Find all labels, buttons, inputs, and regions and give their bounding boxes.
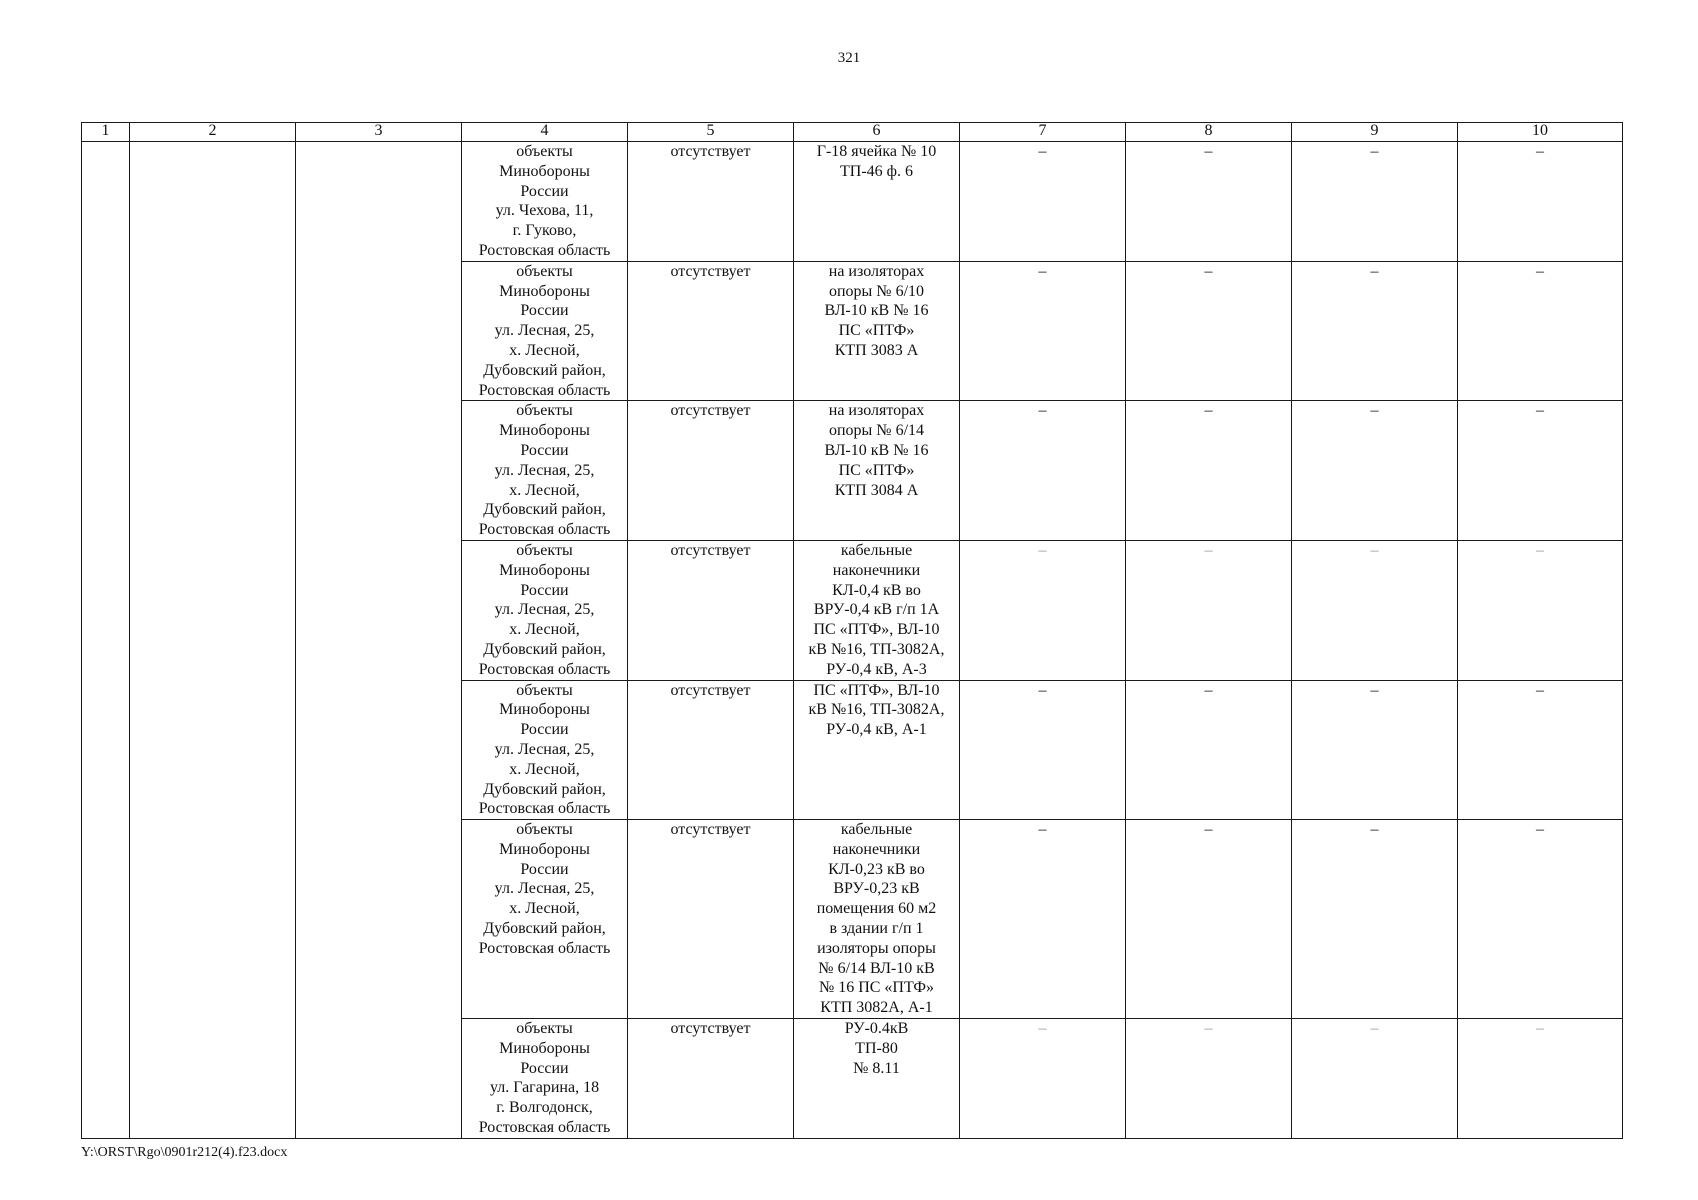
dash-text: – xyxy=(1204,541,1213,559)
dash-text: – xyxy=(1370,1020,1379,1038)
column-header-1: 1 xyxy=(82,123,130,142)
table-cell-col1 xyxy=(82,142,130,262)
table-row xyxy=(82,401,1623,541)
object-text: объекты Минобороны России ул. Гагарина, 18 г. Волгодонск, Ростовская область xyxy=(478,1020,611,1137)
table-cell-col9 xyxy=(1292,261,1458,401)
table-cell-col3 xyxy=(296,680,462,820)
table-cell-col3 xyxy=(296,1019,462,1139)
dash-text: – xyxy=(1536,821,1544,839)
table-cell-col1 xyxy=(82,1019,130,1139)
table-row xyxy=(82,680,1623,820)
dash-text: – xyxy=(1536,402,1544,420)
table-row xyxy=(82,1019,1623,1139)
column-header-4: 4 xyxy=(462,123,628,142)
dash-text: – xyxy=(1370,402,1379,420)
table-cell-col9 xyxy=(1292,820,1458,1019)
object-text: объекты Минобороны России ул. Лесная, 25, х. Лесной, Дубовский район, Ростовская область xyxy=(478,402,611,539)
status-text: отсутствует xyxy=(670,402,751,420)
table-cell-col7 xyxy=(960,1019,1126,1139)
dash-text: – xyxy=(1370,681,1379,699)
table-cell-col8 xyxy=(1126,680,1292,820)
object-text: объекты Минобороны России ул. Лесная, 25, х. Лесной, Дубовский район, Ростовская область xyxy=(478,681,611,818)
location-text: кабельные наконечники КЛ-0,23 кВ во ВРУ-0,23 кВ помещения 60 м2 в здании г/п 1 изоляторы опоры № 6/14 ВЛ-10 кВ № 16 ПС «ПТФ» КТП 3082А, А-1 xyxy=(816,821,937,1017)
status-text: отсутствует xyxy=(670,681,751,699)
table-cell-col8 xyxy=(1126,1019,1292,1139)
table-cell-col10 xyxy=(1458,401,1623,541)
dash-text: – xyxy=(1370,821,1379,839)
table-cell-status xyxy=(628,680,794,820)
table-cell-location xyxy=(794,401,960,541)
table-cell-col9 xyxy=(1292,680,1458,820)
table-cell-col10 xyxy=(1458,540,1623,680)
location-text: Г-18 ячейка № 10 ТП-46 ф. 6 xyxy=(816,143,937,180)
table-cell-status xyxy=(628,261,794,401)
table-cell-location xyxy=(794,142,960,262)
location-text: ПС «ПТФ», ВЛ-10 кВ №16, ТП-3082А, РУ-0,4 кВ, А-1 xyxy=(808,681,945,739)
table-row xyxy=(82,540,1623,680)
status-text: отсутствует xyxy=(670,262,751,280)
table-cell-col10 xyxy=(1458,820,1623,1019)
table-cell-col2 xyxy=(130,820,296,1019)
column-header-6: 6 xyxy=(794,123,960,142)
header-row xyxy=(82,123,1623,142)
table-cell-col7 xyxy=(960,142,1126,262)
table-cell-object xyxy=(462,401,628,541)
table-cell-col2 xyxy=(130,540,296,680)
table-cell-col1 xyxy=(82,401,130,541)
table-cell-col9 xyxy=(1292,540,1458,680)
table-cell-location xyxy=(794,540,960,680)
dash-text: – xyxy=(1204,681,1213,699)
table-cell-col8 xyxy=(1126,401,1292,541)
column-header-9: 9 xyxy=(1292,123,1458,142)
table-cell-col3 xyxy=(296,401,462,541)
column-header-3: 3 xyxy=(296,123,462,142)
object-text: объекты Минобороны России ул. Лесная, 25, х. Лесной, Дубовский район, Ростовская область xyxy=(478,541,611,678)
table-cell-object xyxy=(462,142,628,262)
table-cell-col1 xyxy=(82,540,130,680)
table-cell-col1 xyxy=(82,680,130,820)
footer-file-path: Y:\ORST\Rgo\0901r212(4).f23.docx xyxy=(81,1145,288,1160)
table-cell-object xyxy=(462,540,628,680)
table-cell-col2 xyxy=(130,261,296,401)
dash-text: – xyxy=(1038,402,1047,420)
table-row xyxy=(82,820,1623,1019)
table-cell-status xyxy=(628,1019,794,1139)
table-cell-col9 xyxy=(1292,142,1458,262)
object-text: объекты Минобороны России ул. Лесная, 25, х. Лесной, Дубовский район, Ростовская область xyxy=(478,821,611,957)
dash-text: – xyxy=(1204,143,1213,160)
dash-text: – xyxy=(1204,1020,1213,1038)
table-cell-object xyxy=(462,680,628,820)
table-cell-col3 xyxy=(296,540,462,680)
dash-text: – xyxy=(1204,262,1213,280)
dash-text: – xyxy=(1536,1020,1544,1038)
table-cell-col2 xyxy=(130,401,296,541)
object-text: объекты Минобороны России ул. Чехова, 11, г. Гуково, Ростовская область xyxy=(478,143,611,259)
location-text: кабельные наконечники КЛ-0,4 кВ во ВРУ-0,4 кВ г/п 1А ПС «ПТФ», ВЛ-10 кВ №16, ТП-3082А, РУ-0,4 кВ, А-3 xyxy=(808,541,945,678)
table-cell-object xyxy=(462,261,628,401)
location-text: РУ-0.4кВ ТП-80 № 8.11 xyxy=(844,1020,909,1077)
object-text: объекты Минобороны России ул. Лесная, 25, х. Лесной, Дубовский район, Ростовская область xyxy=(478,262,611,399)
table-cell-col3 xyxy=(296,261,462,401)
dash-text: – xyxy=(1204,821,1213,839)
table-cell-status xyxy=(628,401,794,541)
table-cell-col9 xyxy=(1292,1019,1458,1139)
table-cell-col1 xyxy=(82,820,130,1019)
table-cell-col7 xyxy=(960,820,1126,1019)
dash-text: – xyxy=(1536,143,1544,160)
page-number: 321 xyxy=(837,50,861,66)
dash-text: – xyxy=(1370,143,1379,160)
column-header-10: 10 xyxy=(1458,123,1623,142)
table-cell-location xyxy=(794,680,960,820)
dash-text: – xyxy=(1038,821,1047,839)
table-row xyxy=(82,261,1623,401)
table-cell-col10 xyxy=(1458,1019,1623,1139)
status-text: отсутствует xyxy=(670,1020,751,1038)
table-cell-col2 xyxy=(130,1019,296,1139)
dash-text: – xyxy=(1370,262,1379,280)
dash-text: – xyxy=(1038,1020,1047,1038)
table-cell-col8 xyxy=(1126,261,1292,401)
table-cell-col3 xyxy=(296,820,462,1019)
table-cell-location xyxy=(794,261,960,401)
table-cell-col7 xyxy=(960,680,1126,820)
table-cell-col9 xyxy=(1292,401,1458,541)
table-cell-col8 xyxy=(1126,540,1292,680)
status-text: отсутствует xyxy=(670,821,751,839)
dash-text: – xyxy=(1536,681,1544,699)
table-cell-status xyxy=(628,540,794,680)
table-cell-col7 xyxy=(960,261,1126,401)
dash-text: – xyxy=(1038,143,1047,160)
column-header-8: 8 xyxy=(1126,123,1292,142)
data-table xyxy=(81,122,1623,1139)
table-cell-col3 xyxy=(296,142,462,262)
location-text: на изоляторах опоры № 6/10 ВЛ-10 кВ № 16 ПС «ПТФ» КТП 3083 А xyxy=(824,262,929,359)
dash-text: – xyxy=(1038,541,1047,559)
table-cell-object xyxy=(462,1019,628,1139)
dash-text: – xyxy=(1370,541,1379,559)
table-cell-col2 xyxy=(130,680,296,820)
table-cell-location xyxy=(794,1019,960,1139)
table-cell-col1 xyxy=(82,261,130,401)
table-cell-col10 xyxy=(1458,261,1623,401)
table-cell-col8 xyxy=(1126,142,1292,262)
table-cell-col7 xyxy=(960,540,1126,680)
table-cell-status xyxy=(628,142,794,262)
table-cell-status xyxy=(628,820,794,1019)
table-cell-col10 xyxy=(1458,142,1623,262)
table-cell-col2 xyxy=(130,142,296,262)
dash-text: – xyxy=(1038,262,1047,280)
column-header-5: 5 xyxy=(628,123,794,142)
table-cell-col10 xyxy=(1458,680,1623,820)
dash-text: – xyxy=(1204,402,1213,420)
column-header-2: 2 xyxy=(130,123,296,142)
dash-text: – xyxy=(1536,262,1544,280)
table-row xyxy=(82,142,1623,262)
table-cell-col8 xyxy=(1126,820,1292,1019)
table-cell-object xyxy=(462,820,628,1019)
dash-text: – xyxy=(1038,681,1047,699)
table-cell-col7 xyxy=(960,401,1126,541)
status-text: отсутствует xyxy=(670,143,751,160)
column-header-7: 7 xyxy=(960,123,1126,142)
status-text: отсутствует xyxy=(670,541,751,559)
dash-text: – xyxy=(1536,541,1544,559)
location-text: на изоляторах опоры № 6/14 ВЛ-10 кВ № 16 ПС «ПТФ» КТП 3084 А xyxy=(824,402,929,499)
table-cell-location xyxy=(794,820,960,1019)
